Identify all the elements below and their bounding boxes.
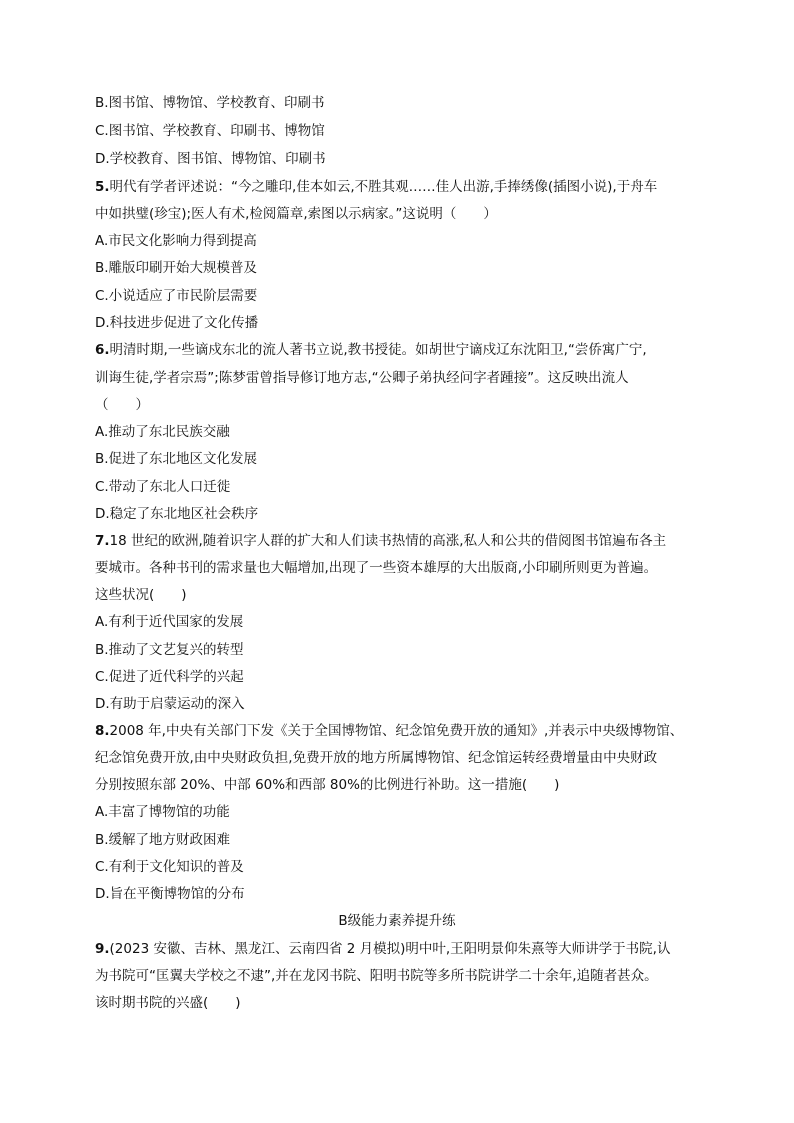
q5-stem-text: 明代有学者评述说：“今之雕印,佳本如云,不胜其观……佳人出游,手捧绣像(插图小说),于舟车 — [109, 179, 658, 195]
q7-stem-line2: 要城市。各种书刊的需求量也大幅增加,出现了一些资本雄厚的大出版商,小印刷所则更为普遍。 — [95, 560, 658, 576]
q7-option-c: C.促进了近代科学的兴起 — [95, 669, 244, 685]
q8-option-c: C.有利于文化知识的普及 — [95, 859, 244, 875]
q8-number: 8. — [95, 723, 110, 739]
q5-option-a: A.市民文化影响力得到提高 — [95, 233, 257, 249]
q6-stem-text: 明清时期,一些谪戍东北的流人著书立说,教书授徒。如胡世宁谪戍辽东沈阳卫,“尝侨寓广宁, — [109, 342, 647, 358]
q6-option-a: A.推动了东北民族交融 — [95, 424, 230, 440]
q6-option-b: B.促进了东北地区文化发展 — [95, 451, 258, 467]
q7-option-d: D.有助于启蒙运动的深入 — [95, 696, 245, 712]
q8-stem-line1 — [95, 721, 734, 741]
q6-stem-line3: （ ） — [95, 397, 149, 413]
q4-option-b: B.图书馆、博物馆、学校教育、印刷书 — [95, 95, 325, 111]
q9-stem-line2: 为书院可“匡翼夫学校之不逮”,并在龙冈书院、阳明书院等多所书院讲学二十余年,追随者甚众。 — [95, 968, 658, 984]
q7-stem-line1 — [95, 531, 734, 551]
q4-option-d: D.学校教育、图书馆、博物馆、印刷书 — [95, 151, 326, 167]
q7-number: 7. — [95, 533, 110, 549]
q9-stem-line3: 该时期书院的兴盛( ) — [95, 995, 241, 1011]
q6-stem-line1 — [95, 340, 734, 360]
q5-option-d: D.科技进步促进了文化传播 — [95, 315, 259, 331]
q7-stem-text: 18 世纪的欧洲,随着识字人群的扩大和人们读书热情的高涨,私人和公共的借阅图书馆遍布各主 — [109, 533, 667, 549]
q9-number: 9. — [95, 941, 110, 957]
q5-option-c: C.小说适应了市民阶层需要 — [95, 288, 258, 304]
q9-stem-text: (2023 安徽、吉林、黑龙江、云南四省 2 月模拟)明中叶,王阳明景仰朱熹等大师讲学于书院,认 — [109, 941, 671, 957]
q8-option-d: D.旨在平衡博物馆的分布 — [95, 886, 245, 902]
q6-option-d: D.稳定了东北地区社会秩序 — [95, 506, 259, 522]
q9-stem-line1 — [95, 939, 734, 959]
q8-stem-line3: 分别按照东部 20%、中部 60%和西部 80%的比例进行补助。这一措施( ) — [95, 777, 560, 793]
q5-number: 5. — [95, 179, 110, 195]
q8-stem-line2: 纪念馆免费开放,由中央财政负担,免费开放的地方所属博物馆、纪念馆运转经费增量由中央财政 — [95, 750, 658, 766]
q8-stem-text: 2008 年,中央有关部门下发《关于全国博物馆、纪念馆免费开放的通知》,并表示中央级博物馆、 — [109, 723, 684, 739]
q5-option-b: B.雕版印刷开始大规模普及 — [95, 260, 258, 276]
q6-option-c: C.带动了东北人口迁徙 — [95, 479, 231, 495]
q7-option-b: B.推动了文艺复兴的转型 — [95, 642, 244, 658]
q4-option-c: C.图书馆、学校教育、印刷书、博物馆 — [95, 123, 325, 139]
section-title-b: B级能力素养提升练 — [338, 913, 456, 929]
q5-stem-line2: 中如拱璧(珍宝);医人有术,检阅篇章,索图以示病家。”这说明（ ） — [95, 206, 497, 222]
q5-stem-line1 — [95, 177, 734, 197]
q6-number: 6. — [95, 342, 110, 358]
q6-stem-line2: 训诲生徒,学者宗焉”;陈梦雷曾指导修订地方志,“公卿子弟执经问字者踵接”。这反映出流人 — [95, 370, 629, 386]
q8-option-b: B.缓解了地方财政困难 — [95, 832, 231, 848]
q8-option-a: A.丰富了博物馆的功能 — [95, 804, 230, 820]
q7-stem-line3: 这些状况( ) — [95, 587, 187, 603]
q7-option-a: A.有利于近代国家的发展 — [95, 614, 244, 630]
